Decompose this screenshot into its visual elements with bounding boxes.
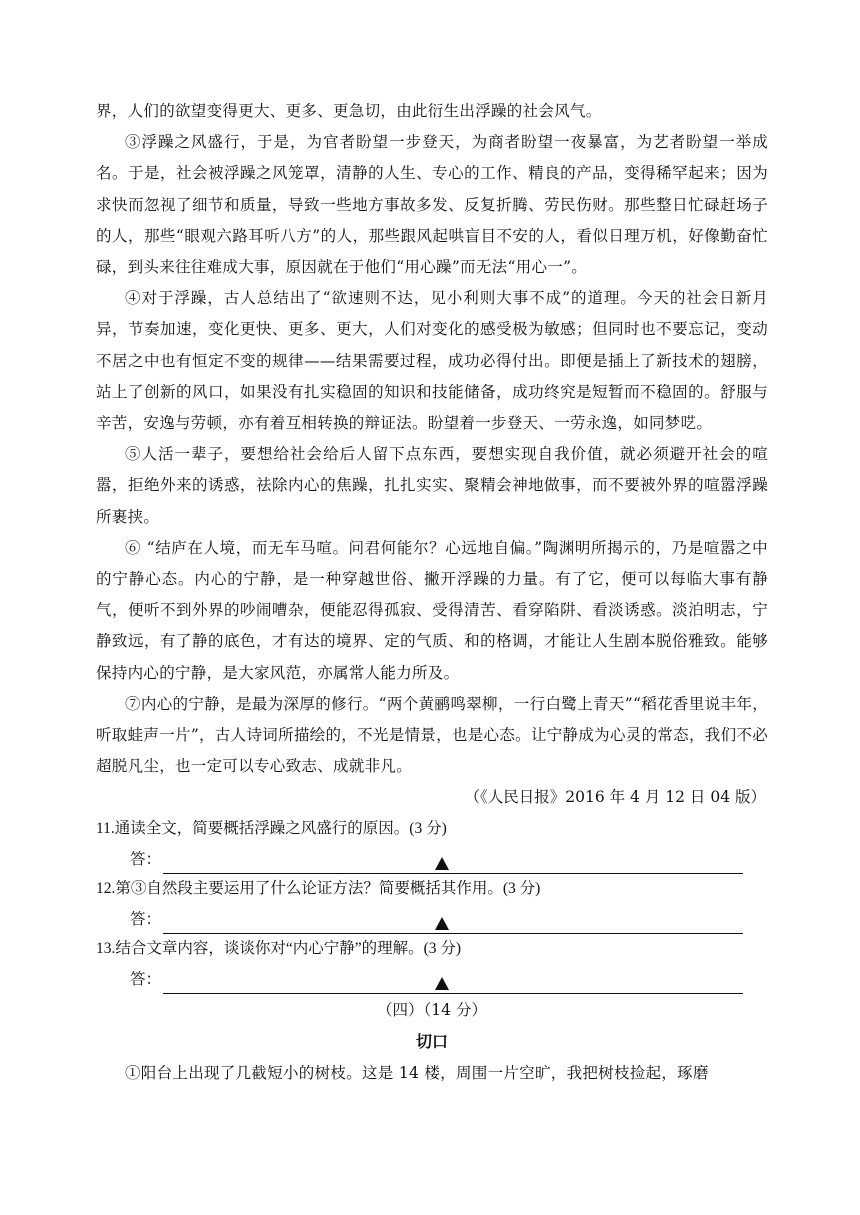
question-12	[96, 874, 768, 934]
question-text: 12.第③自然段主要运用了什么论证方法？简要概括其作用。(3 分)	[96, 879, 541, 897]
article-source: （《人民日报》2016 年 4 月 12 日 04 版）	[464, 788, 766, 807]
section-heading: （四）（14 分）	[377, 1000, 487, 1019]
question-11	[96, 814, 768, 874]
answer-field[interactable]	[163, 971, 743, 994]
answer-field[interactable]	[163, 911, 743, 934]
answer-label: 答：	[130, 969, 162, 988]
paragraph-continued: 界，人们的欲望变得更大、更多、更急切，由此衍生出浮躁的社会风气。	[96, 102, 602, 120]
triangle-marker-icon	[435, 917, 449, 930]
paragraph-6: ⑥ “结庐在人境，而无车马喧。问君何能尔？心远地自偏。”陶渊明所揭示的，乃是喧嚣之中的宁静心态。内心的宁静，是一种穿越世俗、撇开浮躁的力量。有了它，便可以每临大事有静气，便听不到外界的吵闹嘈杂，便能忍得孤寂、受得清苦、看穿陷阱、看淡诱惑。淡泊明志，宁静致远，有了静的底色，才有达的境界、定的气质、和的格调，才能让人生剧本脱俗雅致。能够保持内心的宁静，是大家风范，亦属常人能力所及。	[96, 538, 768, 682]
paragraph-3: ③浮躁之风盛行，于是，为官者盼望一步登天，为商者盼望一夜暴富，为艺者盼望一举成名。于是，社会被浮躁之风笼罩，清静的人生、专心的工作、精良的产品，变得稀罕起来；因为求快而忽视了细节和质量，导致一些地方事故多发、反复折腾、劳民伤财。那些整日忙碌赶场子的人，那些“眼观六路耳听八方”的人，那些跟风起哄盲目不安的人，看似日理万机，好像勤奋忙碌，到头来往往难成大事，原因就在于他们“用心躁”而无法“用心一”。	[96, 133, 768, 277]
answer-label: 答：	[130, 909, 162, 928]
answer-row	[96, 904, 768, 934]
triangle-marker-icon	[435, 857, 449, 870]
question-13	[96, 934, 768, 994]
answer-row	[96, 964, 768, 994]
answer-row	[96, 844, 768, 874]
paragraph-7: ⑦内心的宁静，是最为深厚的修行。“两个黄鹂鸣翠柳，一行白鹭上青天”“稻花香里说丰年，听取蛙声一片”，古人诗词所描绘的，不光是情景，也是心态。让宁静成为心灵的常态，我们不必超脱凡尘，也一定可以专心致志、成就非凡。	[96, 694, 768, 776]
answer-field[interactable]	[163, 851, 743, 874]
section4-paragraph-1: ①阳台上出现了几截短小的树枝。这是 14 楼，周围一片空旷，我把树枝捡起，琢磨	[125, 1063, 709, 1082]
article-title: 切口	[415, 1031, 448, 1051]
document-page	[96, 96, 768, 1089]
question-text: 13.结合文章内容，谈谈你对“内心宁静”的理解。(3 分)	[96, 939, 462, 957]
paragraph-5: ⑤人活一辈子，要想给社会给后人留下点东西，要想实现自我价值，就必须避开社会的喧嚣，拒绝外来的诱惑，祛除内心的焦躁，扎扎实实、聚精会神地做事，而不要被外界的喧嚣浮躁所裹挟。	[96, 445, 768, 526]
question-text: 11.通读全文，简要概括浮躁之风盛行的原因。(3 分)	[96, 819, 447, 837]
paragraph-4: ④对于浮躁，古人总结出了“欲速则不达，见小利则大事不成”的道理。今天的社会日新月异，节奏加速，变化更快、更多、更大，人们对变化的感受极为敏感；但同时也不要忘记，变动不居之中也有恒定不变的规律——结果需要过程，成功必得付出。即便是插上了新技术的翅膀，站上了创新的风口，如果没有扎实稳固的知识和技能储备，成功终究是短暂而不稳固的。舒服与辛苦，安逸与劳顿，亦有着互相转换的辩证法。盼望着一步登天、一劳永逸，如同梦呓。	[96, 289, 768, 433]
triangle-marker-icon	[435, 977, 449, 990]
answer-label: 答：	[130, 849, 162, 868]
